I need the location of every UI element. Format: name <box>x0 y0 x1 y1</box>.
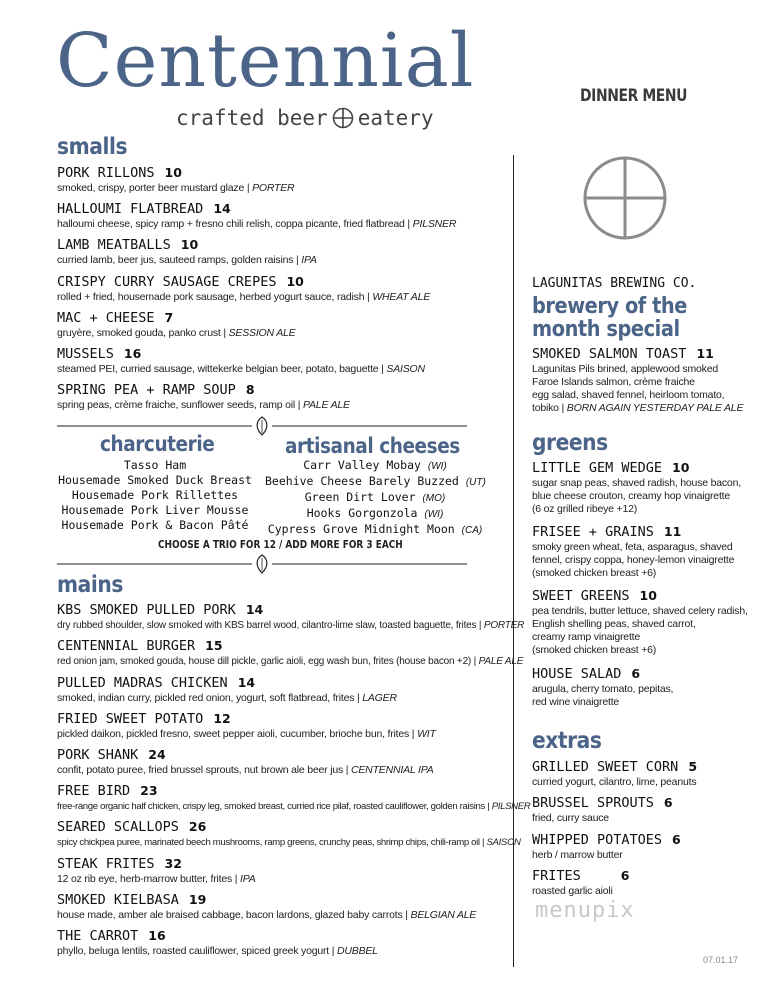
tagline-right: eatery <box>357 105 434 130</box>
cheese-list <box>265 458 485 538</box>
item-description: phyllo, beluga lentils, roasted cauliflower, spiced greek yogurt | DUBBEL <box>57 945 378 957</box>
menu-item: MAC + CHEESE 7 <box>57 310 174 326</box>
menu-date: 07.01.17 <box>702 955 738 965</box>
item-description: herb / marrow butter <box>532 849 623 861</box>
item-description: pea tendrils, butter lettuce, shaved celery radish, English shelling peas, shaved carrot, creamy ramp vinaigrette (smoked chicken breast +6) <box>532 605 748 656</box>
menu-item: FRITES 6 <box>532 868 630 884</box>
menu-item: FRISEE + GRAINS 11 <box>532 524 682 540</box>
list-item: Green Dirt Lover (MO) <box>304 490 446 504</box>
brand-logo: Centennial <box>56 18 475 104</box>
menu-label: DINNER MENU <box>580 86 688 106</box>
brewery-name: LAGUNITAS BREWING CO. <box>532 276 697 291</box>
menu-item: GRILLED SWEET CORN 5 <box>532 759 698 775</box>
section-title-extras: extras <box>532 728 602 754</box>
menu-item: CRISPY CURRY SAUSAGE CREPES 10 <box>57 274 304 290</box>
list-item: Housemade Smoked Duck Breast <box>58 473 252 487</box>
list-item: Hooks Gorgonzola (WI) <box>306 506 444 520</box>
menu-item: FREE BIRD 23 <box>57 783 158 799</box>
item-description: fried, curry sauce <box>532 812 609 824</box>
menu-item: SPRING PEA + RAMP SOUP 8 <box>57 382 255 398</box>
item-description: gruyère, smoked gouda, panko crust | SESSION ALE <box>57 327 296 339</box>
item-description: rolled + fried, housemade pork sausage, herbed yogurt sauce, radish | WHEAT ALE <box>57 291 431 303</box>
list-item: Carr Valley Mobay (WI) <box>303 458 447 472</box>
tagline-left: crafted beer <box>176 105 328 130</box>
list-item: Beehive Cheese Barely Buzzed (UT) <box>265 474 486 488</box>
section-title-mains: mains <box>57 572 123 598</box>
item-description: Lagunitas Pils brined, applewood smoked Faroe Islands salmon, crème fraiche egg salad, shaved fennel, heirloom tomato, tobiko | BORN AGAIN YESTERDAY PALE ALE <box>532 363 744 414</box>
item-description: smoked, indian curry, pickled red onion, yogurt, soft flatbread, frites | LAGER <box>57 692 397 704</box>
menu-item: HOUSE SALAD 6 <box>532 666 641 682</box>
menu-item: PORK RILLONS 10 <box>57 165 182 181</box>
list-item: Tasso Ham <box>123 458 187 472</box>
charcuterie-list <box>55 458 255 533</box>
list-item: Housemade Pork Liver Mousse <box>61 503 249 517</box>
item-description: free-range organic half chicken, crispy leg, smoked breast, curried rice pilaf, roasted cauliflower, golden raisins | PILSNER <box>57 801 531 812</box>
watermark: menupix <box>535 898 635 923</box>
list-item: Housemade Pork Rillettes <box>71 488 239 502</box>
menu-item: PULLED MADRAS CHICKEN 14 <box>57 675 256 691</box>
section-title-cheeses: artisanal cheeses <box>285 434 460 458</box>
item-description: steamed PEI, curried sausage, wittekerke belgian beer, potato, baguette | SAISON <box>57 363 425 375</box>
item-description: red onion jam, smoked gouda, house dill pickle, garlic aioli, egg wash bun, frites (house bacon +2) | PALE ALE <box>57 656 524 667</box>
item-description: curried yogurt, cilantro, lime, peanuts <box>532 776 697 788</box>
menu-item: CENTENNIAL BURGER 15 <box>57 638 223 654</box>
section-title-charcuterie: charcuterie <box>100 432 215 456</box>
section-title-smalls: smalls <box>57 134 128 160</box>
menu-item: HALLOUMI FLATBREAD 14 <box>57 201 231 217</box>
item-description: dry rubbed shoulder, slow smoked with KBS barrel wood, cilantro-lime slaw, toasted baguette, frites | PORTER <box>57 620 525 631</box>
trio-note: CHOOSE A TRIO FOR 12 / ADD MORE FOR 3 EACH <box>158 539 403 551</box>
list-item: Housemade Pork & Bacon Pâté <box>61 518 249 532</box>
item-description: confit, potato puree, fried brussel sprouts, nut brown ale beer jus | CENTENNIAL IPA <box>57 764 434 776</box>
brand-emblem-icon <box>580 152 670 244</box>
menu-item: KBS SMOKED PULLED PORK 14 <box>57 602 264 618</box>
section-title-brewery-line1: brewery of the <box>532 294 687 319</box>
crossed-circle-icon <box>332 107 354 129</box>
item-description: sugar snap peas, shaved radish, house bacon, blue cheese crouton, creamy hop vinaigrette (6 oz grilled ribeye +12) <box>532 477 741 515</box>
item-description: pickled daikon, pickled fresno, sweet pepper aioli, cucumber, brioche bun, frites | WIT <box>57 728 436 740</box>
menu-item: SWEET GREENS 10 <box>532 588 657 604</box>
section-title-greens: greens <box>532 430 608 456</box>
item-description: roasted garlic aioli <box>532 885 613 897</box>
menu-item: BRUSSEL SPROUTS 6 <box>532 795 673 811</box>
list-item: Cypress Grove Midnight Moon (CA) <box>267 522 483 536</box>
menu-item: MUSSELS 16 <box>57 346 142 362</box>
menu-item: SMOKED KIELBASA 19 <box>57 892 207 908</box>
item-description: smoked, crispy, porter beer mustard glaze | PORTER <box>57 182 295 194</box>
item-description: spicy chickpea puree, marinated beech mushrooms, ramp greens, crunchy peas, shrimp chips, chili-ramp oil | SAISON <box>57 837 521 848</box>
menu-item: SEARED SCALLOPS 26 <box>57 819 207 835</box>
item-description: spring peas, crème fraiche, sunflower seeds, ramp oil | PALE ALE <box>57 399 350 411</box>
menu-item: LAMB MEATBALLS 10 <box>57 237 199 253</box>
menu-item: FRIED SWEET POTATO 12 <box>57 711 231 727</box>
menu-item: SMOKED SALMON TOAST 11 <box>532 346 714 362</box>
menu-item: LITTLE GEM WEDGE 10 <box>532 460 690 476</box>
tagline <box>176 107 434 129</box>
item-description: smoky green wheat, feta, asparagus, shaved fennel, crispy coppa, honey-lemon vinaigrette (smoked chicken breast +6) <box>532 541 735 579</box>
item-description: halloumi cheese, spicy ramp + fresno chili relish, coppa picante, fried flatbread | PILSNER <box>57 218 457 230</box>
item-description: 12 oz rib eye, herb-marrow butter, frites | IPA <box>57 873 256 885</box>
menu-item: PORK SHANK 24 <box>57 747 166 763</box>
item-description: arugula, cherry tomato, pepitas, red wine vinaigrette <box>532 683 674 708</box>
section-title-brewery-line2: month special <box>532 317 680 342</box>
item-description: curried lamb, beer jus, sauteed ramps, golden raisins | IPA <box>57 254 317 266</box>
menu-item: STEAK FRITES 32 <box>57 856 182 872</box>
menu-item: THE CARROT 16 <box>57 928 166 944</box>
menu-item: WHIPPED POTATOES 6 <box>532 832 681 848</box>
item-description: house made, amber ale braised cabbage, bacon lardons, glazed baby carrots | BELGIAN ALE <box>57 909 477 921</box>
